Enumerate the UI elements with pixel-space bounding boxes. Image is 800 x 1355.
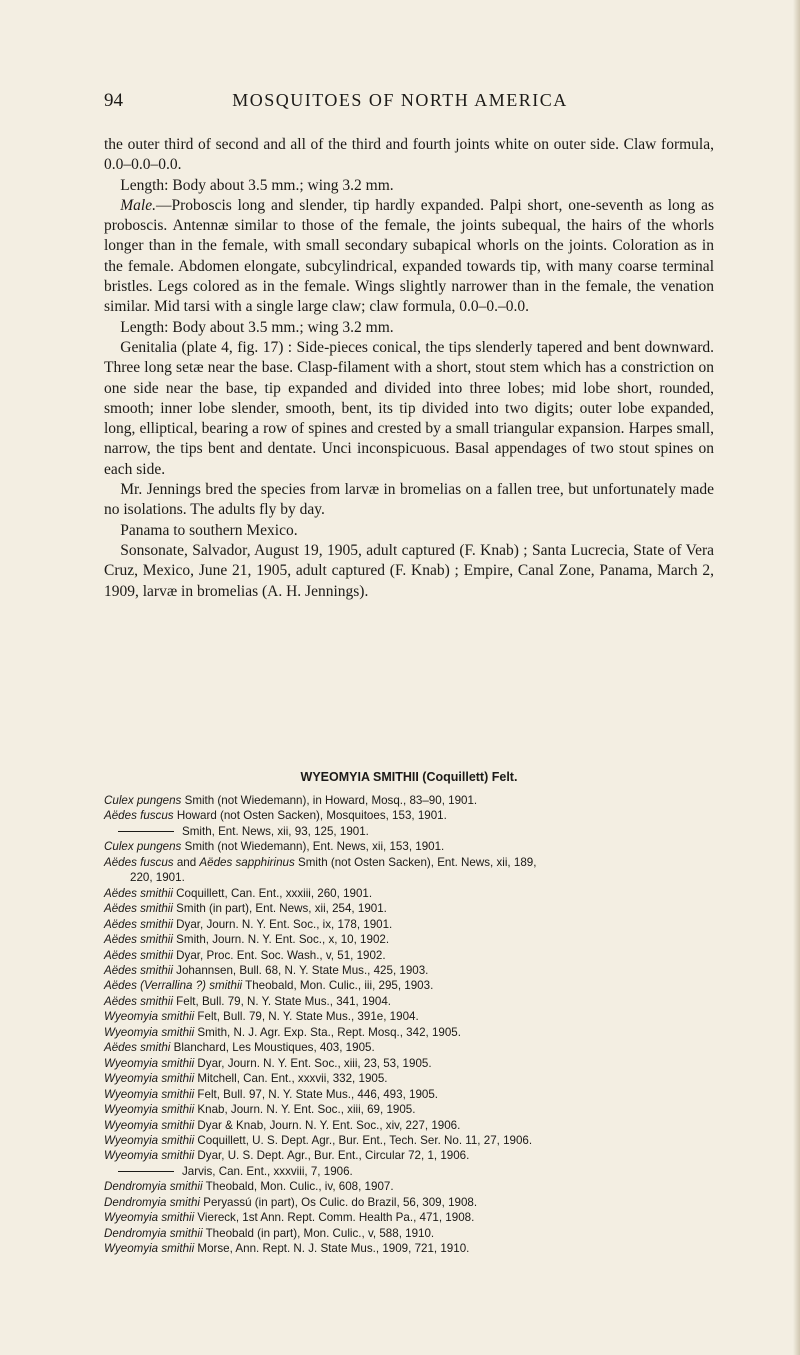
reference-entry bbox=[104, 1087, 716, 1102]
taxon-name: Aëdes smithii bbox=[104, 963, 173, 977]
citation-text: Theobald, Mon. Culic., iv, 608, 1907. bbox=[202, 1180, 394, 1194]
paragraph-biology: Mr. Jennings bred the species from larvæ in bromelias on a fallen tree, but unfortunately made no isolations. The adults fly by day. bbox=[104, 481, 714, 519]
citation-text: Smith (not Osten Sacken), Ent. News, xii, 189, bbox=[294, 855, 537, 869]
reference-entry bbox=[104, 994, 716, 1009]
page-header bbox=[0, 90, 800, 116]
citation-text: Smith (not Wiedemann), in Howard, Mosq., 83–90, 1901. bbox=[181, 794, 478, 807]
reference-entry bbox=[104, 978, 716, 993]
citation-text: Coquillett, Can. Ent., xxxiii, 260, 1901. bbox=[172, 886, 373, 900]
citation-text: Blanchard, Les Moustiques, 403, 1905. bbox=[170, 1041, 375, 1055]
reference-entry bbox=[104, 917, 716, 932]
taxon-name: Aëdes fuscus bbox=[104, 809, 174, 823]
taxon-name: Wyeomyia smithii bbox=[104, 1072, 195, 1086]
taxon-name: Wyeomyia smithii bbox=[104, 1242, 195, 1256]
citation-text: and bbox=[173, 855, 200, 869]
taxon-name: Wyeomyia smithii bbox=[104, 1133, 195, 1147]
paragraph-distribution: Panama to southern Mexico. bbox=[120, 521, 298, 539]
reference-entry bbox=[104, 824, 716, 839]
reference-entry bbox=[104, 1164, 716, 1179]
paragraph-genitalia: Genitalia (plate 4, fig. 17) : Side-pieces conical, the tips slenderly tapered and bent downward. Three long setæ near the base. Clasp-filament with a short, stout stem which has a constriction on one side near the base, tip expanded and divided into three lobes; mid lobe short, rounded, smooth; inner lobe slender, smooth, bent, its tip divided into two digits; outer lobe expanded, long, elliptical, bearing a row of spines and crested by a small triangular expansion. Harpes small, narrow, the tips bent and dentate. Unci inconspicuous. Basal appendages of two stout spines on each side. bbox=[104, 338, 714, 478]
ditto-dash bbox=[118, 831, 174, 832]
page-number: 94 bbox=[104, 90, 123, 111]
taxon-name: Aëdes smithii bbox=[104, 886, 173, 900]
male-label: Male. bbox=[120, 196, 156, 214]
reference-entry bbox=[104, 1210, 716, 1225]
citation-text: Smith (not Wiedemann), Ent. News, xii, 153, 1901. bbox=[181, 840, 445, 854]
taxon-name: Wyeomyia smithii bbox=[104, 1056, 195, 1070]
citation-text: Knab, Journ. N. Y. Ent. Soc., xiii, 69, 1905. bbox=[194, 1103, 416, 1117]
taxon-name: Aëdes smithii bbox=[104, 902, 173, 916]
reference-entry bbox=[104, 808, 716, 823]
taxon-name: Dendromyia smithi bbox=[104, 1195, 200, 1209]
reference-entry bbox=[104, 932, 716, 947]
citation-text: Smith (in part), Ent. News, xii, 254, 1901. bbox=[172, 902, 387, 916]
taxon-name: Aëdes smithi bbox=[104, 1041, 171, 1055]
paragraph-female-length: Length: Body about 3.5 mm.; wing 3.2 mm. bbox=[120, 176, 394, 194]
taxon-name: Dendromyia smithii bbox=[104, 1180, 203, 1194]
taxon-name: Aëdes fuscus bbox=[104, 855, 174, 869]
paragraph-male bbox=[104, 196, 714, 318]
taxon-name: Wyeomyia smithii bbox=[104, 1025, 195, 1039]
reference-entry bbox=[104, 963, 716, 978]
citation-continuation: 220, 1901. bbox=[130, 871, 185, 885]
description-text bbox=[104, 135, 714, 602]
reference-entry bbox=[104, 1133, 716, 1148]
synonymy-list bbox=[104, 793, 716, 1257]
taxon-name: Aëdes smithii bbox=[104, 933, 173, 947]
taxon-name: Aëdes smithii bbox=[104, 917, 173, 931]
reference-entry bbox=[104, 1040, 716, 1055]
reference-entry bbox=[104, 1241, 716, 1256]
reference-entry bbox=[104, 901, 716, 916]
taxon-name: Culex pungens bbox=[104, 840, 182, 854]
citation-text: Theobald, Mon. Culic., iii, 295, 1903. bbox=[242, 979, 434, 993]
reference-entry bbox=[104, 839, 716, 854]
paragraph-male-length: Length: Body about 3.5 mm.; wing 3.2 mm. bbox=[120, 318, 394, 336]
reference-entry bbox=[104, 793, 716, 808]
citation-text: Smith, Journ. N. Y. Ent. Soc., x, 10, 1902. bbox=[172, 933, 390, 947]
species-heading: WYEOMYIA SMITHII (Coquillett) Felt. bbox=[300, 770, 518, 784]
page-edge-shadow bbox=[793, 0, 800, 1355]
taxon-name: Culex pungens bbox=[104, 794, 182, 807]
citation-text: Smith, Ent. News, xii, 93, 125, 1901. bbox=[182, 824, 369, 838]
reference-entry bbox=[104, 1056, 716, 1071]
reference-entry bbox=[104, 1226, 716, 1241]
citation-text: Dyar, U. S. Dept. Agr., Bur. Ent., Circular 72, 1, 1906. bbox=[194, 1149, 470, 1163]
reference-entry bbox=[104, 1009, 716, 1024]
citation-text: Smith, N. J. Agr. Exp. Sta., Rept. Mosq., 342, 1905. bbox=[194, 1025, 461, 1039]
reference-entry bbox=[104, 1118, 716, 1133]
taxon-name: Wyeomyia smithii bbox=[104, 1211, 195, 1225]
taxon-name: Wyeomyia smithii bbox=[104, 1149, 195, 1163]
taxon-name: Aëdes sapphirinus bbox=[199, 855, 295, 869]
citation-text: Peryassú (in part), Os Culic. do Brazil, 56, 309, 1908. bbox=[200, 1195, 478, 1209]
citation-text: Mitchell, Can. Ent., xxxvii, 332, 1905. bbox=[194, 1072, 388, 1086]
citation-text: Howard (not Osten Sacken), Mosquitoes, 153, 1901. bbox=[173, 809, 447, 823]
taxon-name: Aëdes smithii bbox=[104, 994, 173, 1008]
taxon-name: Dendromyia smithii bbox=[104, 1226, 203, 1240]
reference-entry bbox=[104, 886, 716, 901]
reference-entry bbox=[104, 1102, 716, 1117]
reference-entry bbox=[104, 855, 716, 886]
paragraph-female-tarsi: the outer third of second and all of the third and fourth joints white on outer side. Claw formula, 0.0–0.0–0.0. bbox=[104, 136, 714, 174]
reference-entry bbox=[104, 1195, 716, 1210]
taxon-name: Wyeomyia smithii bbox=[104, 1010, 195, 1024]
citation-text: Coquillett, U. S. Dept. Agr., Bur. Ent., Tech. Ser. No. 11, 27, 1906. bbox=[194, 1133, 533, 1147]
reference-entry bbox=[104, 1179, 716, 1194]
reference-entry bbox=[104, 1071, 716, 1086]
reference-entry bbox=[104, 1148, 716, 1163]
citation-text: Dyar, Journ. N. Y. Ent. Soc., xiii, 23, 53, 1905. bbox=[194, 1056, 432, 1070]
taxon-name: Wyeomyia smithii bbox=[104, 1118, 195, 1132]
taxon-name: Aëdes (Verrallina ?) smithii bbox=[104, 979, 243, 993]
running-title: MOSQUITOES OF NORTH AMERICA bbox=[232, 90, 568, 110]
citation-text: Dyar, Journ. N. Y. Ent. Soc., ix, 178, 1901. bbox=[172, 917, 393, 931]
taxon-name: Aëdes smithii bbox=[104, 948, 173, 962]
male-description: —Proboscis long and slender, tip hardly expanded. Palpi short, one-seventh as long as proboscis. Antennæ similar to those of the female, the joints subequal, the hairs of the whorls longer than in the female, with small secondary subapical whorls on the joints. Coloration as in the female. Abdomen elongate, subcylindrical, expanded towards tip, with many coarse terminal bristles. Legs colored as in the female. Wings slightly narrower than in the female, the venation similar. Mid tarsi with a single large claw; claw formula, 0.0–0.–0.0. bbox=[104, 196, 714, 316]
citation-text: Morse, Ann. Rept. N. J. State Mus., 1909, 721, 1910. bbox=[194, 1242, 470, 1256]
citation-text: Felt, Bull. 97, N. Y. State Mus., 446, 493, 1905. bbox=[194, 1087, 439, 1101]
citation-text: Felt, Bull. 79, N. Y. State Mus., 391e, 1904. bbox=[194, 1010, 419, 1024]
paragraph-localities: Sonsonate, Salvador, August 19, 1905, adult captured (F. Knab) ; Santa Lucrecia, State of Vera Cruz, Mexico, June 21, 1905, adult captured (F. Knab) ; Empire, Canal Zone, Panama, March 2, 1909, larvæ in bromelias (A. H. Jennings). bbox=[104, 541, 714, 600]
citation-text: Viereck, 1st Ann. Rept. Comm. Health Pa., 471, 1908. bbox=[194, 1211, 475, 1225]
citation-text: Dyar, Proc. Ent. Soc. Wash., v, 51, 1902. bbox=[172, 948, 386, 962]
reference-entry bbox=[104, 1025, 716, 1040]
citation-text: Theobald (in part), Mon. Culic., v, 588, 1910. bbox=[202, 1226, 435, 1240]
taxon-name: Wyeomyia smithii bbox=[104, 1103, 195, 1117]
taxon-name: Wyeomyia smithii bbox=[104, 1087, 195, 1101]
reference-entry bbox=[104, 948, 716, 963]
citation-text: Dyar & Knab, Journ. N. Y. Ent. Soc., xiv, 227, 1906. bbox=[194, 1118, 461, 1132]
ditto-dash bbox=[118, 1171, 174, 1172]
citation-text: Johannsen, Bull. 68, N. Y. State Mus., 425, 1903. bbox=[172, 963, 429, 977]
citation-text: Felt, Bull. 79, N. Y. State Mus., 341, 1904. bbox=[172, 994, 391, 1008]
citation-text: Jarvis, Can. Ent., xxxviii, 7, 1906. bbox=[182, 1164, 353, 1178]
